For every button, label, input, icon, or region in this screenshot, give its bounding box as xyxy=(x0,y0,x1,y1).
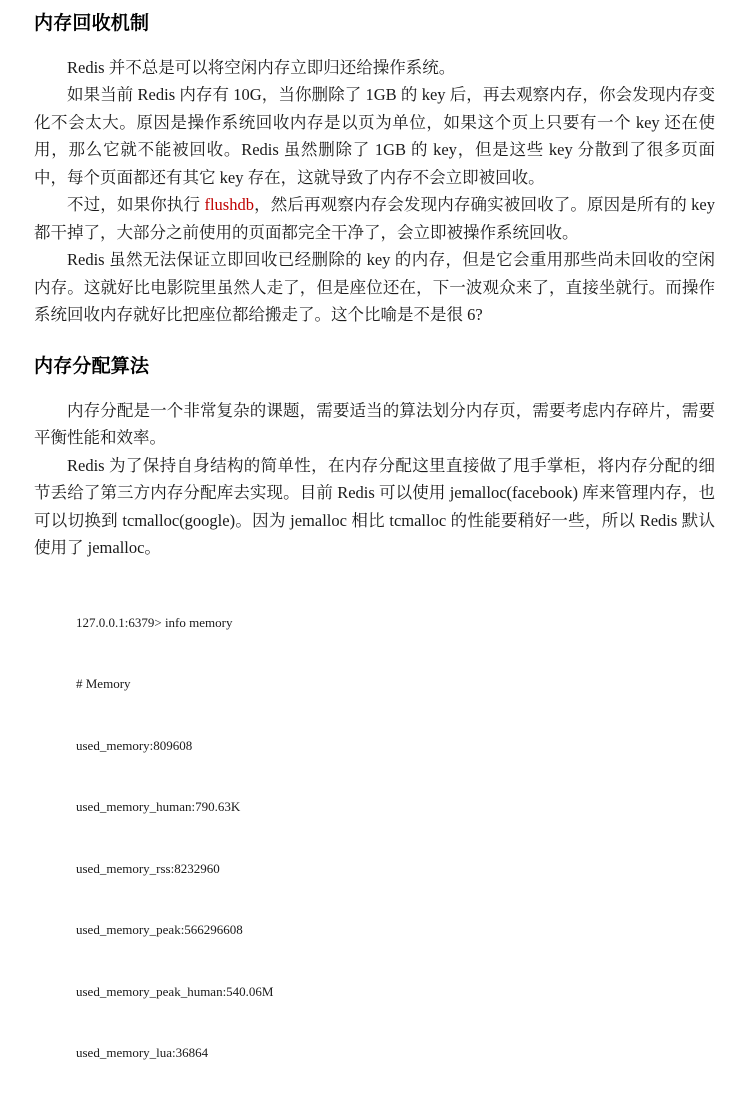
page-title: 内存回收机制 xyxy=(34,12,150,34)
paragraph: Redis 并不总是可以将空闲内存立即归还给操作系统。 xyxy=(67,57,456,77)
code-block xyxy=(34,572,715,1105)
code-line: used_memory_lua:36864 xyxy=(76,1045,209,1060)
code-line: used_memory_rss:8232960 xyxy=(76,860,220,876)
paragraph-run-lead: 不过，如果你执行 xyxy=(67,195,205,215)
code-line: 127.0.0.1:6379> info memory xyxy=(76,614,233,630)
paragraph-with-keyword xyxy=(34,191,715,246)
code-line: used_memory:809608 xyxy=(76,737,193,753)
section-memory-reclaim xyxy=(34,12,715,36)
code-line: # Memory xyxy=(76,676,131,691)
code-line: used_memory_peak:566296608 xyxy=(76,922,243,937)
paragraph: Redis 虽然无法保证立即回收已经删除的 key 的内存，但是它会重用那些尚未回收的空闲内存。这就好比电影院里虽然人走了，但是座位还在，下一波观众来了，直接坐就行。而操作系统回收内存就好比把座位都给搬走了。这个比喻是不是很 6? xyxy=(34,250,715,325)
code-line: used_memory_peak_human:540.06M xyxy=(76,983,274,999)
paragraph: 如果当前 Redis 内存有 10G，当你删除了 1GB 的 key 后，再去观察内存，你会发现内存变化不会太大。原因是操作系统回收内存是以页为单位，如果这个页上只要有一个 key 还在使用，那么它就不能被回收。Redis 虽然删除了 1GB 的 key，但是这些 key 分散到了很多页面中，每个页面都还有其它 key 存在，这就导致了内存不会立即被回收。 xyxy=(34,85,715,187)
document-body xyxy=(0,12,729,1105)
code-line: used_memory_human:790.63K xyxy=(76,799,241,814)
paragraph-run-tail: ，然后再观察内存会发现内存确实被回收了。原因是所有的 key 都干掉了，大部分之前使用的页面都完全干净了，会立即被操作系统回收。 xyxy=(34,195,716,242)
paragraph: 内存分配是一个非常复杂的课题，需要适当的算法划分内存页，需要考虑内存碎片，需要平衡性能和效率。 xyxy=(34,400,715,447)
section-title: 内存分配算法 xyxy=(34,354,150,377)
section-memory-allocation xyxy=(34,355,715,379)
paragraph: Redis 为了保持自身结构的简单性，在内存分配这里直接做了甩手掌柜，将内存分配的细节丢给了第三方内存分配库去实现。目前 Redis 可以使用 jemalloc(facebook) 库来管理内存，也可以切换到 tcmalloc(google)。因为 jemalloc 相比 tcmalloc 的性能要稍好一些，所以 Redis 默认使用了 jemalloc。 xyxy=(34,455,715,557)
flushdb-keyword: flushdb xyxy=(204,195,254,215)
